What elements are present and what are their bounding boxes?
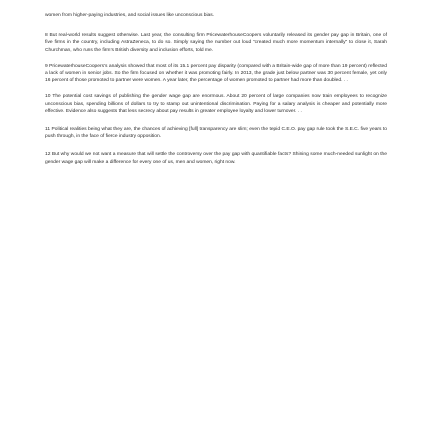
paragraph-12: 12 But why would we not want a measure that will settle the controversy over the pay gap with quantifiable facts? Shining some much-needed sunlight on the gender wage gap will make a difference for every one of us, men and women, right now.	[45, 152, 387, 165]
paragraph-8: 8 But real-world results suggest otherwise. Last year, the consulting firm PricewaterhouseCoopers voluntarily released its gender pay gap in Britain, one of five firms in the country, including AstraZeneca, to do so. Simply saying the number out loud “created much more momentum internally” to close it, Sarah Churchman, who runs the firm’s British diversity and inclusion efforts, told me.	[45, 33, 387, 53]
document-page	[45, 12, 387, 166]
paragraph-10: 10 The potential cost savings of publishing the gender wage gap are enormous. About 20 percent of large companies now train employees to recognize unconscious bias, spending billions of dollars to try to stamp out unintentional discrimination. Paying for a salary analysis is cheaper and potentially more effective. Evidence also suggests that less secrecy about pay results in greater employee loyalty and lower turnover. . .	[45, 94, 387, 114]
paragraph-intro-fragment: women from higher-paying industries, and social issues like unconscious bias.	[45, 13, 215, 18]
paragraph-11: 11 Political realities being what they are, the chances of achieving [full] transparency are slim; even the tepid C.E.O. pay gap rule took the S.E.C. five years to push through, in the face of fierce industry opposition.	[45, 127, 387, 140]
paragraph-9: 9 PricewaterhouseCoopers’s analysis showed that most of its 15.1 percent pay disparity (compared with a Britain-wide gap of more than 19 percent) reflected a lack of women in senior jobs. So the firm focused on whether it was promoting fairly. In 2013, the grade just below partner was 30 percent female, yet only 16 percent of those promoted to partner were women. A year later, the percentage of women promoted to partner had more than doubled. . .	[45, 63, 387, 84]
